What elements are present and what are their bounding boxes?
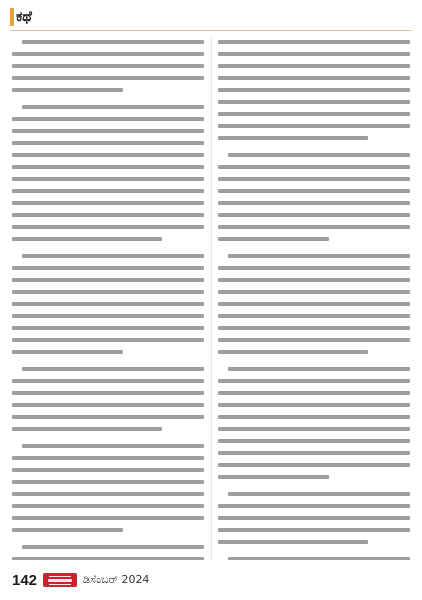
- article-body: [12, 36, 410, 560]
- text-line: [228, 254, 410, 258]
- paragraph: [218, 488, 410, 548]
- text-line: [12, 129, 204, 133]
- text-line: [12, 237, 162, 241]
- text-line: [12, 391, 204, 395]
- page-number: 142: [12, 571, 38, 589]
- text-line: [228, 492, 410, 496]
- text-line: [12, 290, 204, 294]
- text-line: [218, 463, 410, 467]
- paragraph: [12, 250, 204, 358]
- text-line: [218, 213, 410, 217]
- text-line: [218, 100, 410, 104]
- text-line: [12, 88, 123, 92]
- text-line: [12, 64, 204, 68]
- magazine-logo-icon: [43, 573, 77, 587]
- text-line: [12, 415, 204, 419]
- text-line: [218, 290, 410, 294]
- text-line: [22, 545, 204, 549]
- text-line: [22, 40, 204, 44]
- text-line: [12, 456, 204, 460]
- text-line: [12, 266, 204, 270]
- text-line: [12, 302, 204, 306]
- text-line: [12, 225, 204, 229]
- text-line: [12, 278, 204, 282]
- text-line: [218, 177, 410, 181]
- paragraph: [218, 36, 410, 144]
- text-line: [12, 165, 204, 169]
- text-line: [218, 52, 410, 56]
- text-line: [12, 338, 204, 342]
- text-line: [218, 379, 410, 383]
- text-line: [228, 557, 410, 560]
- section-header: [10, 6, 38, 28]
- paragraph: [218, 553, 410, 560]
- text-line: [12, 350, 123, 354]
- text-line: [218, 403, 410, 407]
- paragraph: [218, 363, 410, 483]
- paragraph: [218, 149, 410, 245]
- text-line: [218, 338, 410, 342]
- text-line: [12, 557, 204, 560]
- text-line: [218, 314, 410, 318]
- text-line: [228, 153, 410, 157]
- text-line: [218, 112, 410, 116]
- text-line: [218, 189, 410, 193]
- text-line: [218, 427, 410, 431]
- text-line: [218, 415, 410, 419]
- text-line: [218, 516, 410, 520]
- column-divider: [211, 36, 212, 560]
- paragraph: [12, 541, 204, 560]
- text-line: [12, 468, 204, 472]
- text-line: [22, 254, 204, 258]
- section-label: ಕಥೆ: [10, 8, 38, 26]
- text-line: [218, 278, 410, 282]
- text-line: [228, 367, 410, 371]
- paragraph: [12, 101, 204, 245]
- text-line: [218, 528, 410, 532]
- text-line: [218, 201, 410, 205]
- text-line: [218, 225, 410, 229]
- paragraph: [12, 363, 204, 435]
- text-line: [218, 124, 410, 128]
- text-line: [218, 266, 410, 270]
- text-line: [218, 40, 410, 44]
- text-line: [12, 52, 204, 56]
- text-line: [12, 528, 123, 532]
- text-line: [218, 165, 410, 169]
- text-line: [218, 439, 410, 443]
- text-line: [218, 302, 410, 306]
- text-line: [218, 350, 368, 354]
- text-line: [218, 540, 368, 544]
- text-line: [218, 136, 368, 140]
- text-line: [218, 326, 410, 330]
- paragraph: [12, 36, 204, 96]
- text-line: [218, 64, 410, 68]
- text-line: [12, 177, 204, 181]
- text-line: [12, 117, 204, 121]
- text-line: [12, 153, 204, 157]
- text-line: [12, 427, 162, 431]
- paragraph: [12, 440, 204, 536]
- page-footer: [12, 570, 149, 590]
- right-column: [218, 36, 410, 560]
- text-line: [12, 492, 204, 496]
- issue-date: ಡಿಸೆಂಬರ್ 2024: [83, 573, 150, 586]
- text-line: [12, 516, 204, 520]
- text-line: [12, 76, 204, 80]
- text-line: [12, 201, 204, 205]
- text-line: [22, 105, 204, 109]
- paragraph: [218, 250, 410, 358]
- text-line: [12, 480, 204, 484]
- header-rule: [10, 30, 412, 31]
- text-line: [12, 314, 204, 318]
- text-line: [218, 451, 410, 455]
- text-line: [218, 76, 410, 80]
- text-line: [12, 326, 204, 330]
- text-line: [218, 504, 410, 508]
- text-line: [218, 88, 410, 92]
- text-line: [12, 141, 204, 145]
- text-line: [12, 403, 204, 407]
- text-line: [12, 189, 204, 193]
- text-line: [22, 367, 204, 371]
- text-line: [22, 444, 204, 448]
- text-line: [218, 475, 329, 479]
- text-line: [12, 504, 204, 508]
- text-line: [12, 379, 204, 383]
- text-line: [218, 237, 329, 241]
- text-line: [12, 213, 204, 217]
- left-column: [12, 36, 204, 560]
- text-line: [218, 391, 410, 395]
